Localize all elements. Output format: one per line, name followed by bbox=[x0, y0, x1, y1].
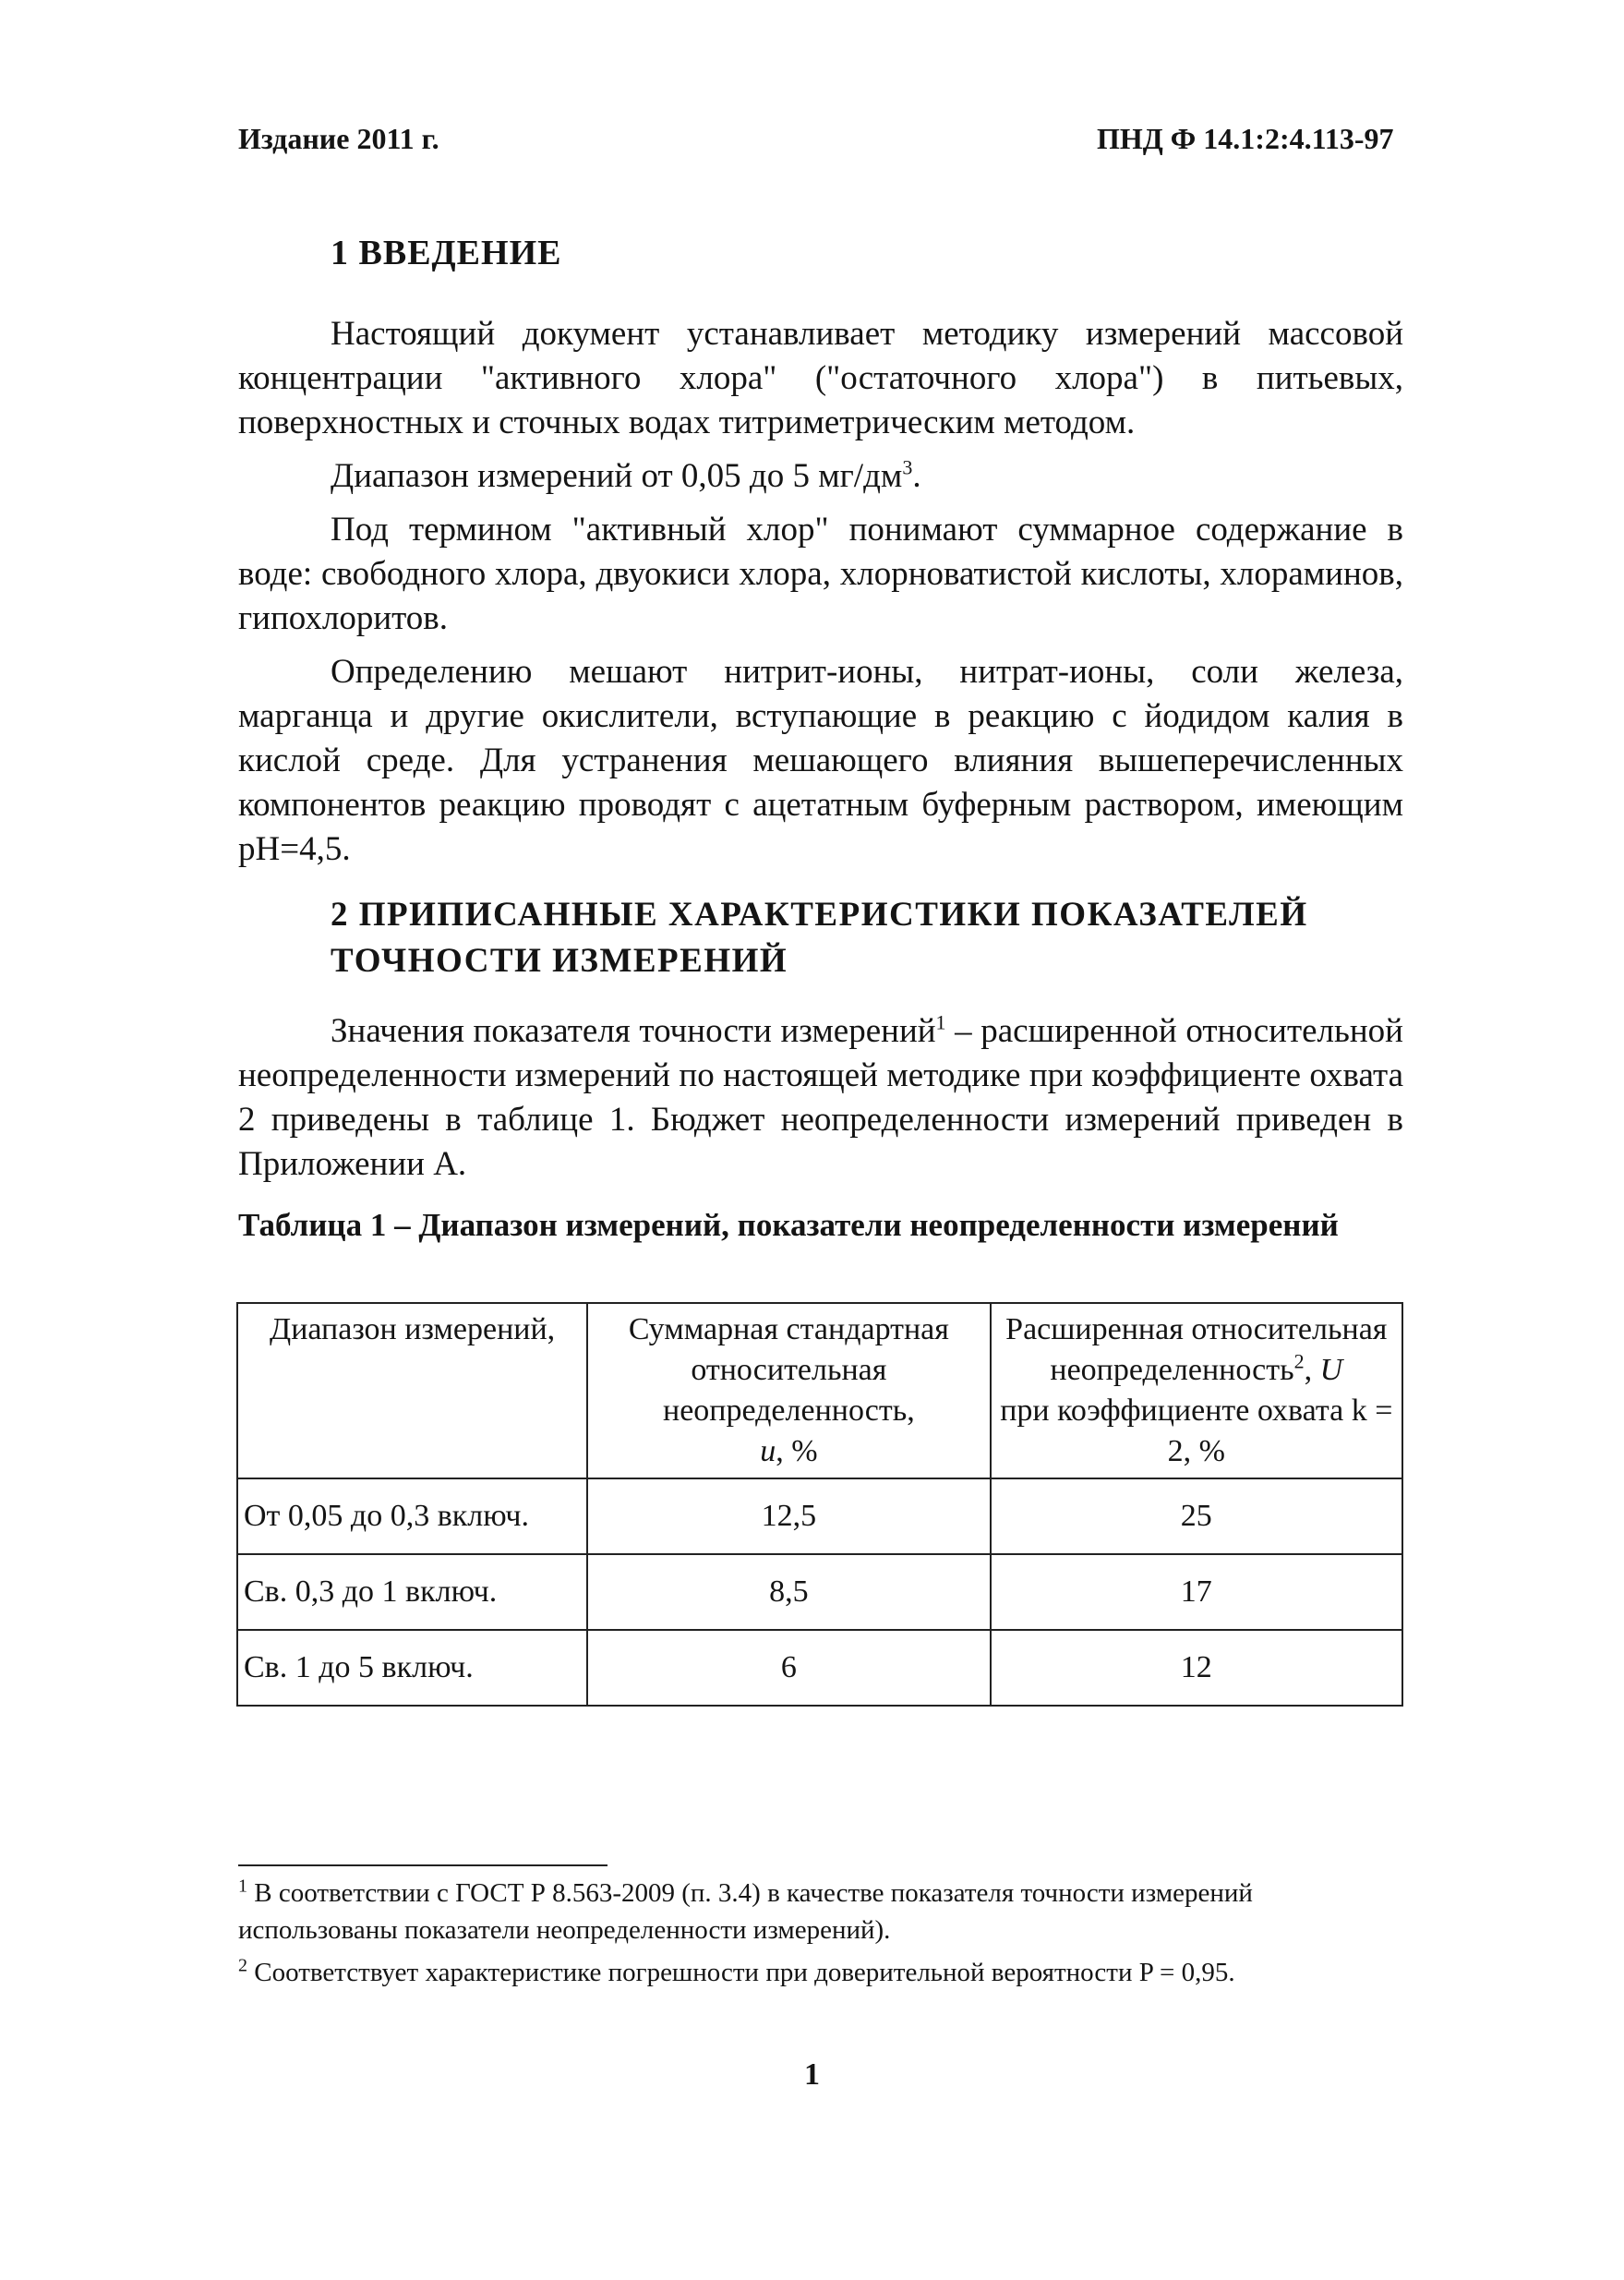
header-range-label: Диапазон измерений, bbox=[270, 1312, 556, 1346]
section1-body bbox=[238, 312, 1403, 881]
range-cell: Св. 1 до 5 включ. bbox=[237, 1630, 587, 1706]
range-text: Диапазон измерений от 0,05 до 5 мг/дм bbox=[331, 457, 903, 495]
symbol-u: u bbox=[760, 1434, 776, 1468]
range-superscript: 3 bbox=[902, 455, 913, 479]
expanded-uncertainty-cell: 17 bbox=[991, 1554, 1402, 1630]
header-expanded-uncertainty-label: Расширенная относительная неопределенность bbox=[1005, 1312, 1388, 1387]
table-caption: Таблица 1 – Диапазон измерений, показатели неопределенности измерений bbox=[238, 1207, 1339, 1243]
footnote-divider bbox=[238, 1864, 607, 1866]
active-chlorine-paragraph: Под термином "активный хлор" понимают суммарное содержание в воде: свободного хлора, двуокиси хлора, хлорноватистой кислоты, хлораминов, гипохлоритов. bbox=[238, 511, 1403, 637]
header-edition: Издание 2011 г. bbox=[238, 122, 439, 155]
table-header-row bbox=[237, 1303, 1402, 1478]
table-row bbox=[237, 1630, 1402, 1706]
header-expanded-uncertainty bbox=[991, 1303, 1402, 1478]
footnote-mark-1: 1 bbox=[238, 1876, 247, 1897]
page-number: 1 bbox=[804, 2057, 820, 2092]
symbol-prefix: , bbox=[1304, 1353, 1320, 1387]
intro-paragraph: Настоящий документ устанавливает методику измерений массовой концентрации "активного хлора" ("остаточного хлора") в питьевых, поверхностных и сточных водах титриметрическим методом. bbox=[238, 315, 1403, 441]
uncertainty-table bbox=[236, 1302, 1403, 1707]
header-document-code: ПНД Ф 14.1:2:4.113-97 bbox=[1097, 122, 1394, 155]
expanded-uncertainty-cell: 12 bbox=[991, 1630, 1402, 1706]
symbol-U: U bbox=[1319, 1353, 1343, 1387]
accuracy-text-start: Значения показателя точности измерений bbox=[331, 1012, 936, 1050]
range-cell: Св. 0,3 до 1 включ. bbox=[237, 1554, 587, 1630]
standard-uncertainty-cell: 6 bbox=[587, 1630, 990, 1706]
range-cell: От 0,05 до 0,3 включ. bbox=[237, 1478, 587, 1554]
section2-body bbox=[238, 1009, 1403, 1196]
section2-heading: 2 ПРИПИСАННЫЕ ХАРАКТЕРИСТИКИ ПОКАЗАТЕЛЕЙ ТОЧНОСТИ ИЗМЕРЕНИЙ bbox=[331, 896, 1308, 980]
coverage-factor-label: при коэффициенте охвата k = 2, % bbox=[1000, 1393, 1393, 1468]
range-end: . bbox=[912, 457, 921, 495]
table-row bbox=[237, 1554, 1402, 1630]
header-standard-uncertainty bbox=[587, 1303, 990, 1478]
table-row bbox=[237, 1478, 1402, 1554]
expanded-uncertainty-cell: 25 bbox=[991, 1478, 1402, 1554]
standard-uncertainty-cell: 8,5 bbox=[587, 1554, 990, 1630]
header-standard-uncertainty-label: Суммарная стандартная относительная неопределенность, bbox=[628, 1312, 949, 1428]
section1-heading: 1 ВВЕДЕНИЕ bbox=[331, 234, 562, 272]
footnote-ref-2: 2 bbox=[1293, 1349, 1305, 1373]
accuracy-paragraph bbox=[238, 1009, 1403, 1187]
range-paragraph bbox=[238, 454, 1403, 499]
accuracy-text-end: – расширенной относительной неопределенности измерений по настоящей методике при коэффициенте охвата 2 приведены в таблице 1. Бюджет неопределенности измерений приведен в Приложении А. bbox=[238, 1012, 1403, 1183]
footnote-text-1: В соответствии с ГОСТ Р 8.563-2009 (п. 3.4) в качестве показателя точности измерений использованы показатели неопределенности измерений). bbox=[238, 1878, 1253, 1945]
unit-percent: , % bbox=[776, 1434, 818, 1468]
footnote-ref-1: 1 bbox=[935, 1010, 946, 1034]
interference-paragraph: Определению мешают нитрит-ионы, нитрат-ионы, соли железа, марганца и другие окислители, вступающие в реакцию с йодидом калия в кислой среде. Для устранения мешающего влияния вышеперечисленных компонентов реакцию проводят с ацетатным буферным раствором, имеющим pH=4,5. bbox=[238, 653, 1403, 868]
header-range bbox=[237, 1303, 587, 1478]
footnote-mark-2: 2 bbox=[238, 1955, 247, 1976]
footnote-2 bbox=[238, 1954, 1403, 1991]
footnote-1 bbox=[238, 1875, 1403, 1948]
footnote-text-2: Соответствует характеристике погрешности при доверительной вероятности P = 0,95. bbox=[247, 1958, 1235, 1987]
standard-uncertainty-cell: 12,5 bbox=[587, 1478, 990, 1554]
